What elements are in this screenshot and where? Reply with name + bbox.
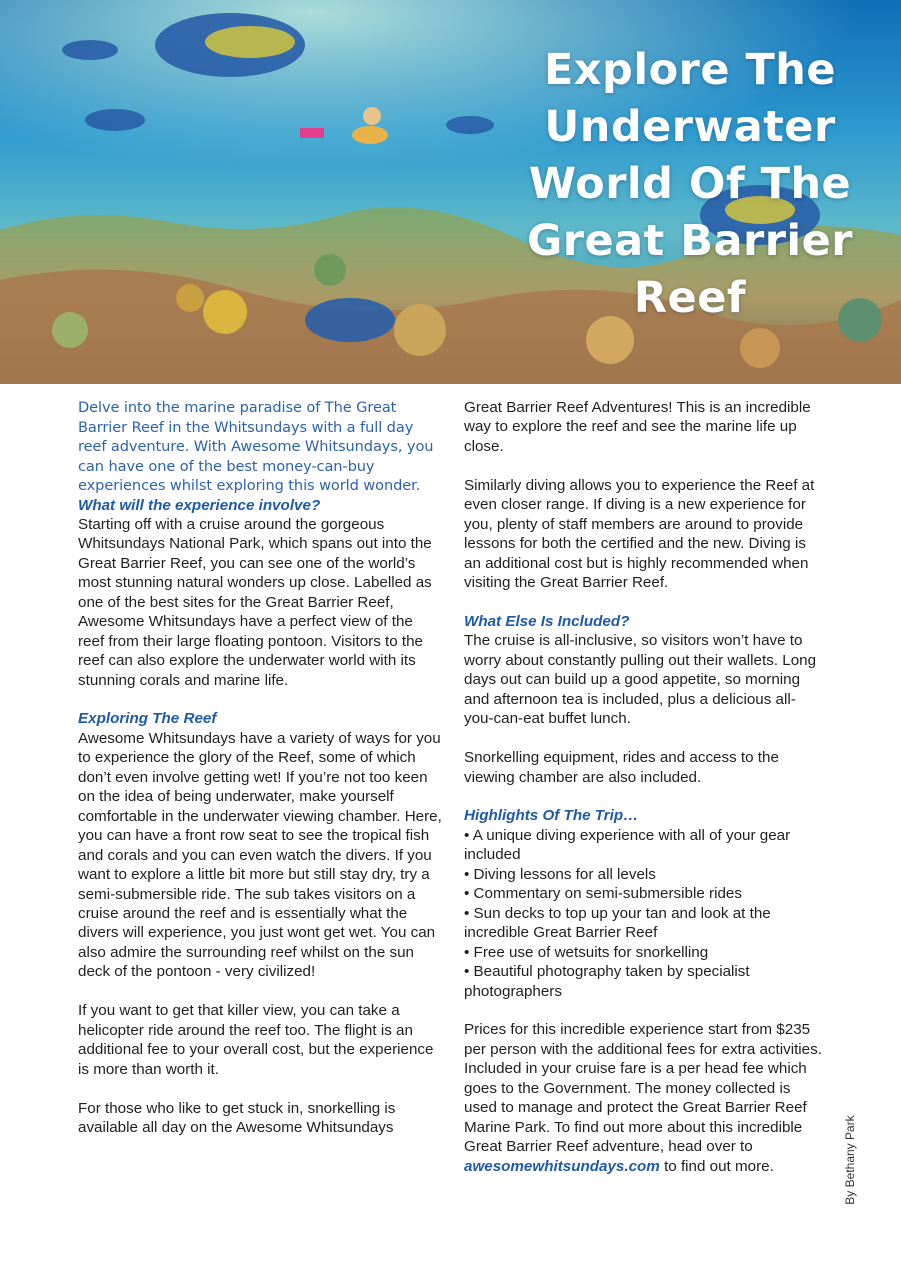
highlights-list (464, 826, 824, 1001)
section-heading: Highlights Of The Trip… (464, 807, 639, 825)
prices-text: Prices for this incredible experience start from $235 per person with the additional fees for extra activities. Included in your cruise fare is a per head fee which goes to the Government. The money collected is used to manage and protect the Great Barrier Reef Marine Park. To find out more about this incredible Great Barrier Reef adventure, head over to (464, 1021, 822, 1156)
list-item: • Beautiful photography taken by specialist photographers (464, 963, 750, 1000)
list-item: • Free use of wetsuits for snorkelling (464, 943, 709, 961)
right-column-text (464, 398, 824, 1176)
diving-paragraph: Similarly diving allows you to experience the Reef at even closer range. If diving is a new experience for you, plenty of staff members are around to provide lessons for both the certified and the new. Diving is an additional cost but is highly recommended when visiting the Great Barrier Reef. (464, 476, 815, 592)
list-item: • Sun decks to top up your tan and look at the incredible Great Barrier Reef (464, 904, 771, 942)
hero-title-line: World Of The (528, 159, 852, 209)
snorkel-paragraph: For those who like to get stuck in, snorkelling is available all day on the Awesome Whitsundays (78, 1099, 396, 1136)
list-item: • Commentary on semi-submersible rides (464, 885, 742, 903)
hero-title-line: Underwater (544, 102, 836, 152)
helicopter-paragraph-block (78, 1001, 442, 1079)
prices-tail: to find out more. (664, 1157, 774, 1175)
section-exploring (78, 709, 442, 981)
section-heading: Exploring The Reef (78, 710, 217, 728)
helicopter-paragraph: If you want to get that killer view, you can take a helicopter ride around the reef too. The flight is an additional fee to your overall cost, but the experience is more than worth it. (78, 1002, 434, 1078)
hero-title-line: Explore The (543, 45, 837, 95)
list-item: • A unique diving experience with all of your gear included (464, 826, 791, 864)
snorkel-continued-block (464, 398, 824, 456)
hero-title (520, 42, 860, 327)
section-heading: What will the experience involve? (78, 496, 321, 514)
section-heading: What Else Is Included? (464, 612, 630, 630)
prices-paragraph (464, 1020, 824, 1176)
included-extra-block (464, 748, 824, 787)
hero-banner (0, 0, 901, 384)
intro-paragraph: Delve into the marine paradise of The Great Barrier Reef in the Whitsundays with a full day reef adventure. With Awesome Whitsundays, you can have one of the best money-can-buy experiences whilst exploring this world wonder. (78, 399, 434, 494)
hero-title-line: Great Barrier (526, 216, 854, 266)
hero-title-line: Reef (633, 273, 747, 323)
website-link[interactable]: awesomewhitsundays.com (464, 1157, 660, 1175)
section-included (464, 612, 824, 729)
section-involve (78, 496, 442, 691)
section-body: The cruise is all-inclusive, so visitors won’t have to worry about constantly pulling out their wallets. Long days out can build up a good appetite, so morning and afternoon tea is included, plus a delicious all-you-can-eat buffet lunch. (464, 632, 817, 728)
snorkel-paragraph-continued: Great Barrier Reef Adventures! This is an incredible way to explore the reef and see the marine life up close. (464, 399, 811, 455)
included-extra: Snorkelling equipment, rides and access to the viewing chamber are also included. (464, 749, 779, 786)
left-column (78, 398, 442, 1220)
section-body: Awesome Whitsundays have a variety of ways for you to experience the glory of the Reef, some of which don’t even involve getting wet! If you’re not too keen on the idea of being underwater, make yourself comfortable in the underwater viewing chamber. Here, you can have a front row seat to see the tropical fish and corals and you can even watch the divers. If you want to explore a little bit more but still stay dry, try a semi-submersible ride. The sub takes visitors on a cruise around the reef and is essentially what the divers will experience, you just wont get wet. You can also admire the surrounding reef whilst on the sun deck of the pontoon - very civilized! (78, 729, 442, 981)
section-highlights (464, 806, 824, 1001)
diving-block (464, 476, 824, 593)
author-byline: By Bethany Park (843, 1115, 857, 1205)
section-body: Starting off with a cruise around the gorgeous Whitsundays National Park, which spans out into the Great Barrier Reef, you can see one of the world’s most stunning natural wonders up close. Labelled as one of the best sites for the Great Barrier Reef, Awesome Whitsundays have a perfect view of the reef from their large floating pontoon. Visitors to the reef can also explore the underwater world with its stunning corals and marine life. (78, 515, 432, 689)
list-item: • Diving lessons for all levels (464, 865, 656, 883)
